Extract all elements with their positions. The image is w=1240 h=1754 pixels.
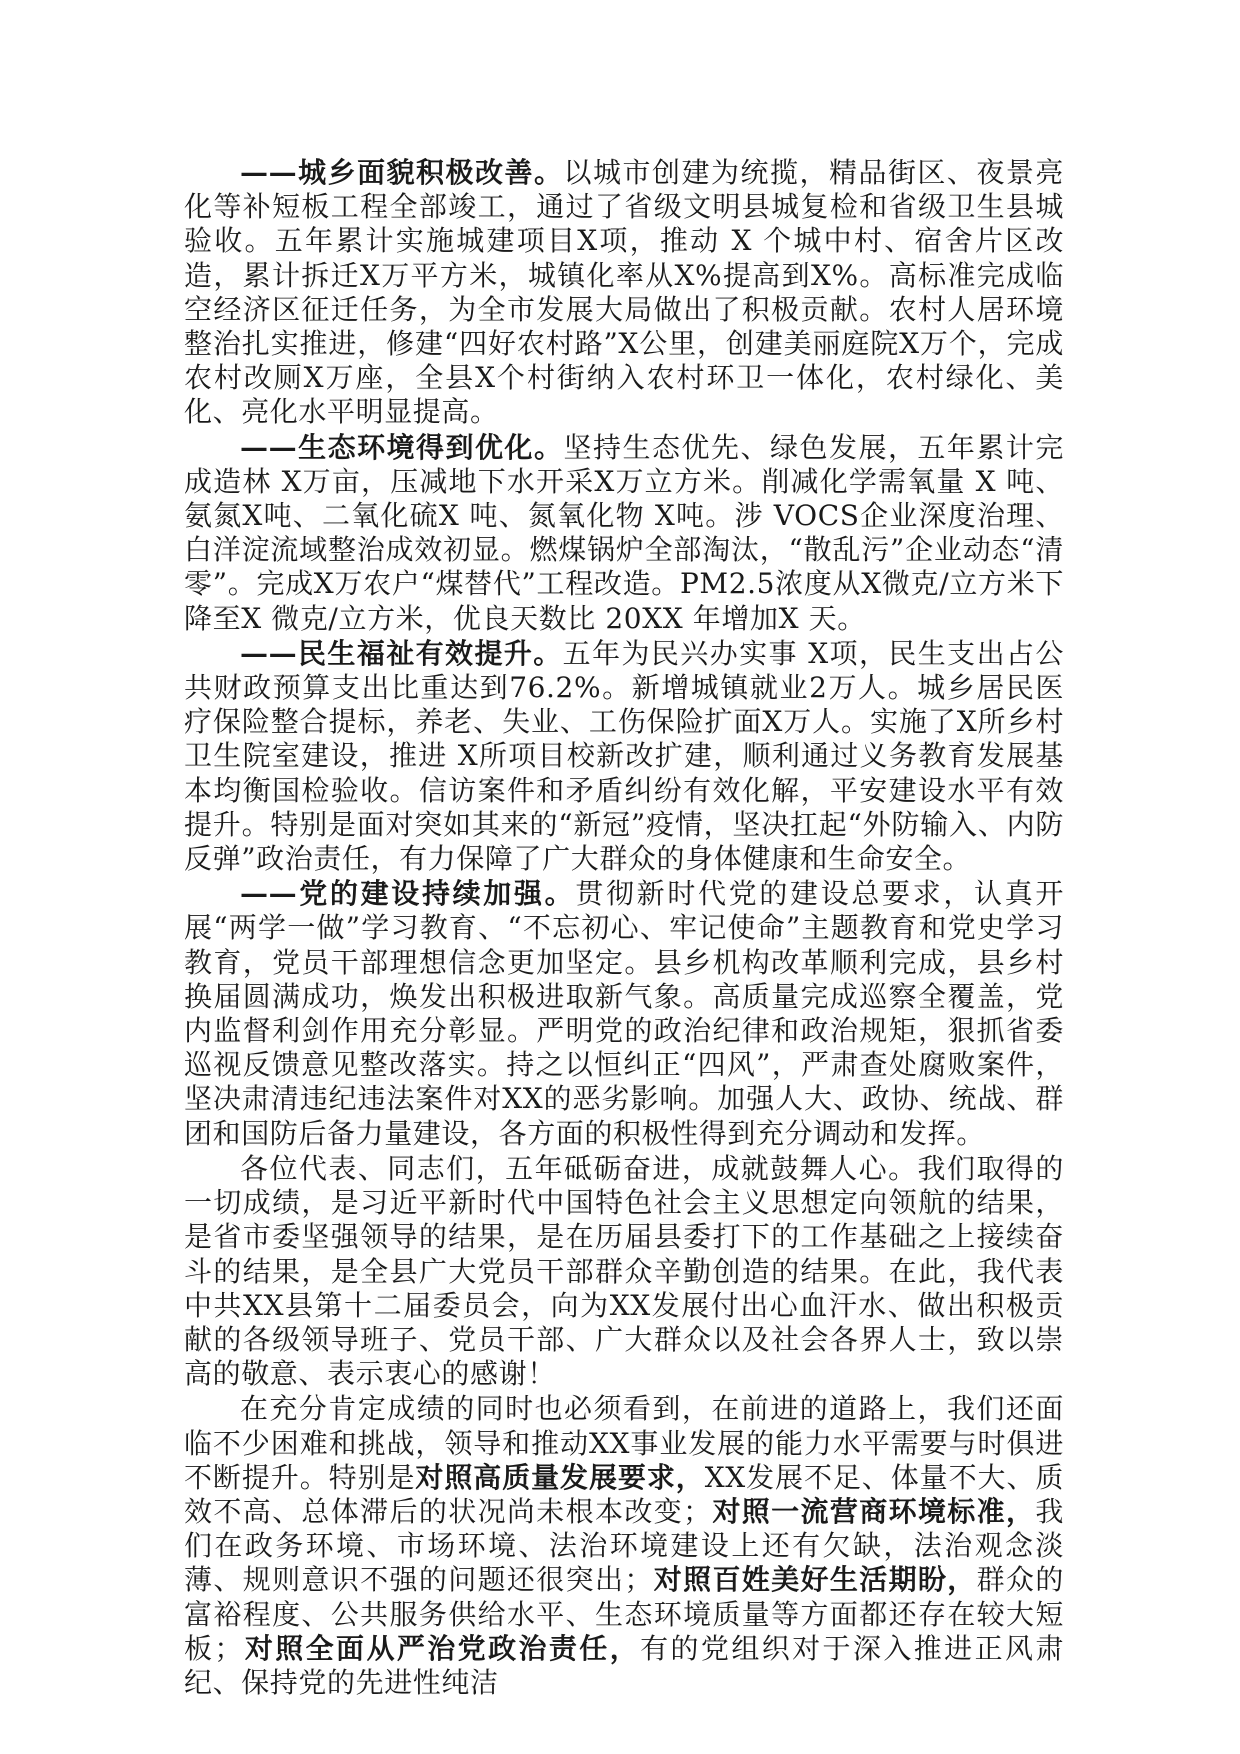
paragraph-body: 五年为民兴办实事 X项，民生支出占公共财政预算支出比重达到76.2%。新增城镇就业2万人。城乡居民医疗保险整合提标，养老、失业、工伤保险扩面X万人。实施了X所乡村卫生院室建设，推进 X所项目校新改扩建，顺利通过义务教育发展基本均衡国检验收。信访案件和矛盾纠纷有效化解，平安建设水平有效提升。特别是面对突如其来的“新冠”疫情，坚决扛起“外防输入、内防反弹”政治责任，有力保障了广大群众的身体健康和生命安全。 [184,636,1065,876]
paragraph-text: 我们在政务环境、市场环境、法治环境建设上还有欠缺，法治观念淡薄、规则意识不强的问题还很突出； [184,1494,1064,1597]
bold-phrase-livelihood: 对照百姓美好生活期盼， [652,1563,977,1597]
paragraph-text: XX发展不足、体量不大、质效不高、总体滞后的状况尚未根本改变； [184,1460,1064,1528]
document-page [184,156,1064,1701]
paragraph-thanks [184,1152,1064,1391]
paragraph-body: 各位代表、同志们，五年砥砺奋进，成就鼓舞人心。我们取得的一切成绩，是习近平新时代中国特色社会主义思想定向领航的结果，是省市委坚强领导的结果，是在历届县委打下的工作基础之上接续奋斗的结果，是全县广大党员干部群众辛勤创造的结果。在此，我代表中共XX县第十二届委员会，向为XX发展付出心血汗水、做出积极贡献的各级领导班子、党员干部、广大群众以及社会各界人士，致以崇高的敬意、表示衷心的感谢！ [184,1151,1064,1391]
paragraph-livelihood [184,637,1064,876]
paragraph-heading: ——党的建设持续加强。 [240,877,576,911]
paragraph-text: 有的党组织对于深入推进正风肃纪、保持党的先进性纯洁 [184,1631,1064,1699]
paragraph-heading: ——生态环境得到优化。 [240,430,564,464]
paragraph-urban-rural [184,156,1064,430]
paragraph-heading: ——城乡面貌积极改善。 [240,156,564,189]
bold-phrase-quality: 对照高质量发展要求， [415,1460,705,1494]
paragraph-text: 群众的富裕程度、公共服务供给水平、生态环境质量等方面都还存在较大短板； [184,1563,1064,1665]
paragraph-body: 以城市创建为统揽，精品街区、夜景亮化等补短板工程全部竣工，通过了省级文明县城复检和省级卫生县城验收。五年累计实施城建项目X项，推动 X 个城中村、宿舍片区改造，累计拆迁X万平方米，城镇化率从X%提高到X%。高标准完成临空经济区征迁任务，为全市发展大局做出了积极贡献。农村人居环境整治扎实推进，修建“四好农村路”X公里，创建美丽庭院X万个，完成农村改厕X万座，全县X个村街纳入农村环卫一体化，农村绿化、美化、亮化水平明显提高。 [184,156,1065,429]
paragraph-challenges [184,1392,1064,1700]
paragraph-ecology [184,431,1064,636]
paragraph-party-building [184,877,1064,1151]
paragraph-intro: 在充分肯定成绩的同时也必须看到，在前进的道路上，我们还面临不少困难和挑战，领导和推动XX事业发展的能力水平需要与时俱进不断提升。特别是 [184,1392,1064,1494]
bold-phrase-business: 对照一流营商环境标准， [711,1494,1036,1528]
bold-phrase-party: 对照全面从严治党政治责任， [243,1631,641,1665]
paragraph-body: 坚持生态优先、绿色发展，五年累计完成造林 X万亩，压减地下水开采X万立方米。削减化学需氧量 X 吨、氨氮X吨、二氧化硫X 吨、氮氧化物 X吨。涉 VOCS企业深度治理、白洋淀流域整治成效初显。燃煤锅炉全部淘汰，“散乱污”企业动态“清零”。完成X万农户“煤替代”工程改造。PM2.5浓度从X微克/立方米下降至X 微克/立方米，优良天数比 20XX 年增加X 天。 [184,430,1065,635]
paragraph-body: 贯彻新时代党的建设总要求，认真开展“两学一做”学习教育、“不忘初心、牢记使命”主题教育和党史学习教育，党员干部理想信念更加坚定。县乡机构改革顺利完成，县乡村换届圆满成功，焕发出积极进取新气象。高质量完成巡察全覆盖，党内监督利剑作用充分彰显。严明党的政治纪律和政治规矩，狠抓省委巡视反馈意见整改落实。持之以恒纠正“四风”，严肃查处腐败案件，坚决肃清违纪违法案件对XX的恶劣影响。加强人大、政协、统战、群团和国防后备力量建设，各方面的积极性得到充分调动和发挥。 [184,877,1064,1150]
paragraph-heading: ——民生福祉有效提升。 [240,636,563,670]
